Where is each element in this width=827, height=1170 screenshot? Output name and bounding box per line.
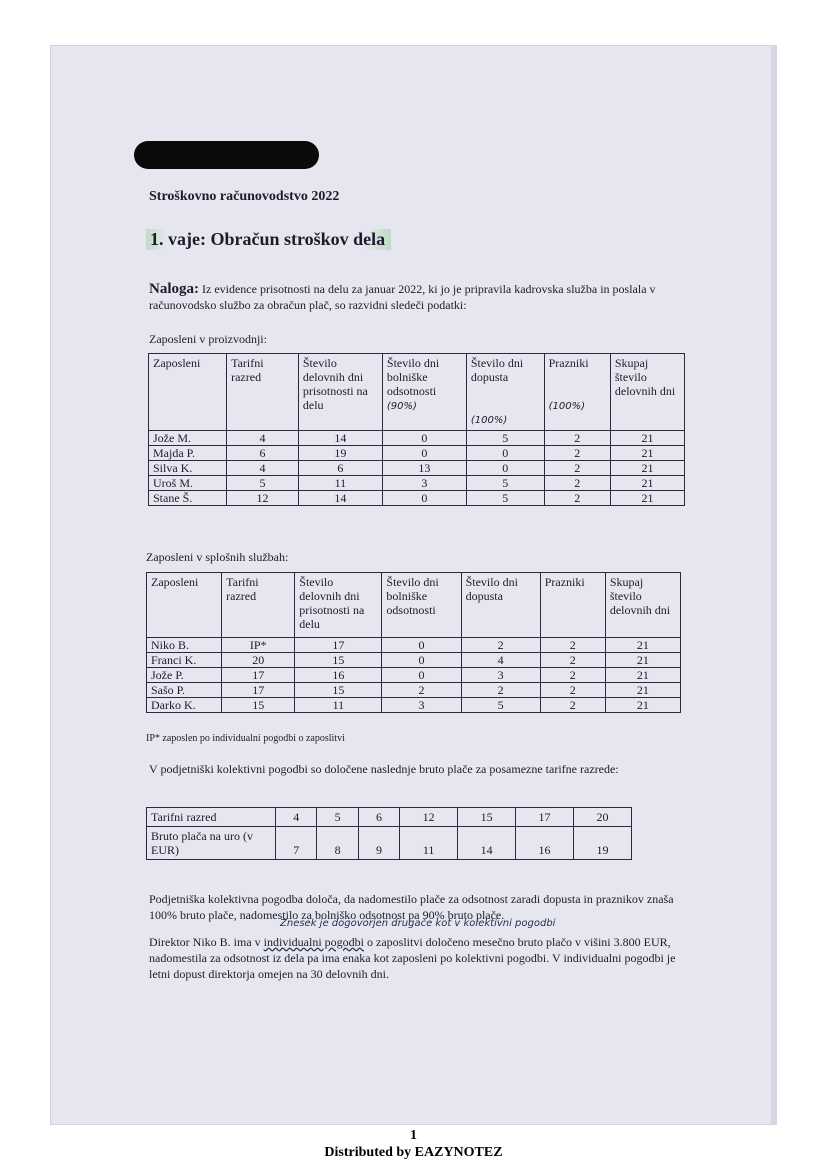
table-cell: Sašo P. xyxy=(147,683,222,698)
header-cell: Število delovnih dni prisotnosti na delu xyxy=(295,573,382,638)
table-cell: Silva K. xyxy=(149,461,227,476)
table-cell: 0 xyxy=(382,653,461,668)
compensation-paragraph: Podjetniška kolektivna pogodba določa, da nadomestilo plače za odsotnost zaradi dopusta in praznikov znaša 100% bruto plače, nadomestilo za bolniško odsotnost pa 90% bruto plače. xyxy=(149,892,674,922)
table-cell: 21 xyxy=(605,653,680,668)
table-cell: 3 xyxy=(382,698,461,713)
header-cell: Število delovnih dni prisotnosti na delu xyxy=(298,354,382,431)
table-cell: 9 xyxy=(358,827,399,860)
table-cell: 2 xyxy=(544,491,610,506)
table-cell: 16 xyxy=(516,827,574,860)
table-cell: 6 xyxy=(227,446,299,461)
table-cell: 2 xyxy=(540,638,605,653)
table-cell: Uroš M. xyxy=(149,476,227,491)
header-cell xyxy=(544,354,610,431)
exercise-title: 1. vaje: Obračun stroškov dela xyxy=(146,229,391,250)
header-cell xyxy=(382,354,466,431)
header-cell xyxy=(466,354,544,431)
table-cell: 0 xyxy=(382,491,466,506)
handwritten-percent: (100%) xyxy=(470,415,508,426)
redacted-name-bar xyxy=(134,141,319,169)
table-header-row xyxy=(147,573,681,638)
table-cell: 2 xyxy=(382,683,461,698)
table-cell: 17 xyxy=(222,683,295,698)
table-cell: 2 xyxy=(544,446,610,461)
general-section-label: Zaposleni v splošnih službah: xyxy=(146,550,289,564)
table-row xyxy=(149,431,685,446)
table-cell: 21 xyxy=(610,461,684,476)
table-cell: 13 xyxy=(382,461,466,476)
table-row xyxy=(147,668,681,683)
footnote-ip: IP* zaposlen po individualni pogodbi o zaposlitvi xyxy=(146,733,345,744)
header-cell: Število dni dopusta xyxy=(461,573,540,638)
table-cell: 12 xyxy=(227,491,299,506)
table-cell: 21 xyxy=(610,476,684,491)
table-cell: Jože P. xyxy=(147,668,222,683)
table-cell: 6 xyxy=(358,808,399,827)
table-cell: 5 xyxy=(466,491,544,506)
table-cell: 4 xyxy=(461,653,540,668)
table-cell: 0 xyxy=(382,446,466,461)
table-row xyxy=(147,698,681,713)
table-cell: 14 xyxy=(458,827,516,860)
table-cell: 12 xyxy=(400,808,458,827)
table-cell: 19 xyxy=(574,827,632,860)
table-cell: 4 xyxy=(227,461,299,476)
table-cell: 15 xyxy=(458,808,516,827)
underlined-phrase: individualni pogodbi xyxy=(263,935,364,949)
table-cell: 5 xyxy=(461,698,540,713)
table-row xyxy=(149,446,685,461)
wage-row xyxy=(147,827,632,860)
table-cell: 5 xyxy=(466,431,544,446)
header-cell: Prazniki xyxy=(540,573,605,638)
header-cell: Število dni bolniške odsotnosti xyxy=(382,573,461,638)
table-cell: 2 xyxy=(540,683,605,698)
table-row xyxy=(149,476,685,491)
production-section-label: Zaposleni v proizvodnji: xyxy=(149,332,267,346)
table-row xyxy=(149,491,685,506)
table-cell: 2 xyxy=(544,431,610,446)
table-cell: 2 xyxy=(544,476,610,491)
director-text-start: Direktor Niko B. ima v xyxy=(149,935,264,949)
table-cell: 3 xyxy=(382,476,466,491)
table-cell: 20 xyxy=(222,653,295,668)
scanned-page xyxy=(50,45,777,1125)
task-paragraph xyxy=(149,281,679,313)
table-cell: 0 xyxy=(466,461,544,476)
table-cell: 15 xyxy=(222,698,295,713)
table-cell: 8 xyxy=(317,827,358,860)
table-cell: 6 xyxy=(298,461,382,476)
table-cell: 15 xyxy=(295,683,382,698)
table-cell: 21 xyxy=(610,431,684,446)
table-cell: Franci K. xyxy=(147,653,222,668)
page-number: 1 xyxy=(410,1128,417,1143)
table-cell: 0 xyxy=(382,668,461,683)
row-label: Bruto plača na uro (v EUR) xyxy=(147,827,276,860)
table-cell: 2 xyxy=(461,683,540,698)
table-row xyxy=(147,653,681,668)
header-cell-text: Število dni dopusta xyxy=(470,356,524,384)
table-cell: 19 xyxy=(298,446,382,461)
table-cell: 4 xyxy=(227,431,299,446)
header-cell: Tarifni razred xyxy=(222,573,295,638)
header-cell: Tarifni razred xyxy=(227,354,299,431)
distributor-footer: Distributed by EAZYNOTEZ xyxy=(324,1145,503,1160)
header-cell: Skupaj število delovnih dni xyxy=(605,573,680,638)
table-cell: Darko K. xyxy=(147,698,222,713)
table-cell: 2 xyxy=(544,461,610,476)
header-cell: Zaposleni xyxy=(147,573,222,638)
task-label: Naloga: xyxy=(149,281,199,297)
table-cell: 15 xyxy=(295,653,382,668)
course-title: Stroškovno računovodstvo 2022 xyxy=(149,189,340,204)
general-services-table xyxy=(146,572,681,713)
header-cell: Skupaj število delovnih dni xyxy=(610,354,684,431)
table-row xyxy=(147,638,681,653)
table-cell: 21 xyxy=(605,683,680,698)
table-cell: 14 xyxy=(298,491,382,506)
scan-edge xyxy=(771,45,777,1125)
table-cell: 0 xyxy=(466,446,544,461)
table-cell: 5 xyxy=(317,808,358,827)
table-cell: 21 xyxy=(605,698,680,713)
table-cell: 17 xyxy=(295,638,382,653)
production-table xyxy=(148,353,685,506)
table-cell: 2 xyxy=(540,653,605,668)
table-cell: 21 xyxy=(605,638,680,653)
table-row xyxy=(149,461,685,476)
table-cell: 17 xyxy=(516,808,574,827)
header-cell: Zaposleni xyxy=(149,354,227,431)
table-cell: 3 xyxy=(461,668,540,683)
table-cell: 17 xyxy=(222,668,295,683)
table-cell: Stane Š. xyxy=(149,491,227,506)
director-paragraph xyxy=(149,934,679,982)
table-cell: IP* xyxy=(222,638,295,653)
table-cell: 4 xyxy=(276,808,317,827)
tarif-class-row xyxy=(147,808,632,827)
table-cell: 2 xyxy=(540,668,605,683)
table-cell: Jože M. xyxy=(149,431,227,446)
table-cell: Niko B. xyxy=(147,638,222,653)
collective-agreement-paragraph: V podjetniški kolektivni pogodbi so določene naslednje bruto plače za posamezne tarifne razrede: xyxy=(149,762,619,776)
table-cell: 7 xyxy=(276,827,317,860)
handwritten-percent: (100%) xyxy=(548,401,585,412)
table-cell: 21 xyxy=(610,446,684,461)
row-label: Tarifni razred xyxy=(147,808,276,827)
table-cell: 5 xyxy=(227,476,299,491)
table-cell: 2 xyxy=(540,698,605,713)
table-cell: 16 xyxy=(295,668,382,683)
table-row xyxy=(147,683,681,698)
table-cell: 11 xyxy=(400,827,458,860)
table-cell: 21 xyxy=(610,491,684,506)
director-text-end: o zaposlitvi določeno mesečno bruto plačo v višini 3.800 EUR, nadomestila za odsotnost iz dela pa ima enaka kot zaposleni po kolektivni pogodbi. V individualni pogodbi je letni dopust direktorja omejen na 30 delovnih dni. xyxy=(149,935,676,981)
table-cell: 14 xyxy=(298,431,382,446)
table-cell: 0 xyxy=(382,431,466,446)
table-cell: 11 xyxy=(295,698,382,713)
task-text: Iz evidence prisotnosti na delu za januar 2022, ki jo je pripravila kadrovska služba in poslala v računovodsko službo za obračun plač, so razvidni sledeči podatki: xyxy=(149,282,656,312)
tarif-wage-table xyxy=(146,807,632,860)
handwritten-percent: (90%) xyxy=(386,401,417,412)
table-cell: 21 xyxy=(605,668,680,683)
table-cell: 5 xyxy=(466,476,544,491)
table-cell: Majda P. xyxy=(149,446,227,461)
table-cell: 2 xyxy=(461,638,540,653)
table-cell: 0 xyxy=(382,638,461,653)
table-cell: 11 xyxy=(298,476,382,491)
header-cell-text: Število dni bolniške odsotnosti xyxy=(386,356,440,398)
header-cell-text: Prazniki xyxy=(548,356,589,370)
handwritten-note: Znesek je dogovorjen drugače kot v kolektivni pogodbi xyxy=(280,918,556,929)
table-cell: 20 xyxy=(574,808,632,827)
table-header-row xyxy=(149,354,685,431)
